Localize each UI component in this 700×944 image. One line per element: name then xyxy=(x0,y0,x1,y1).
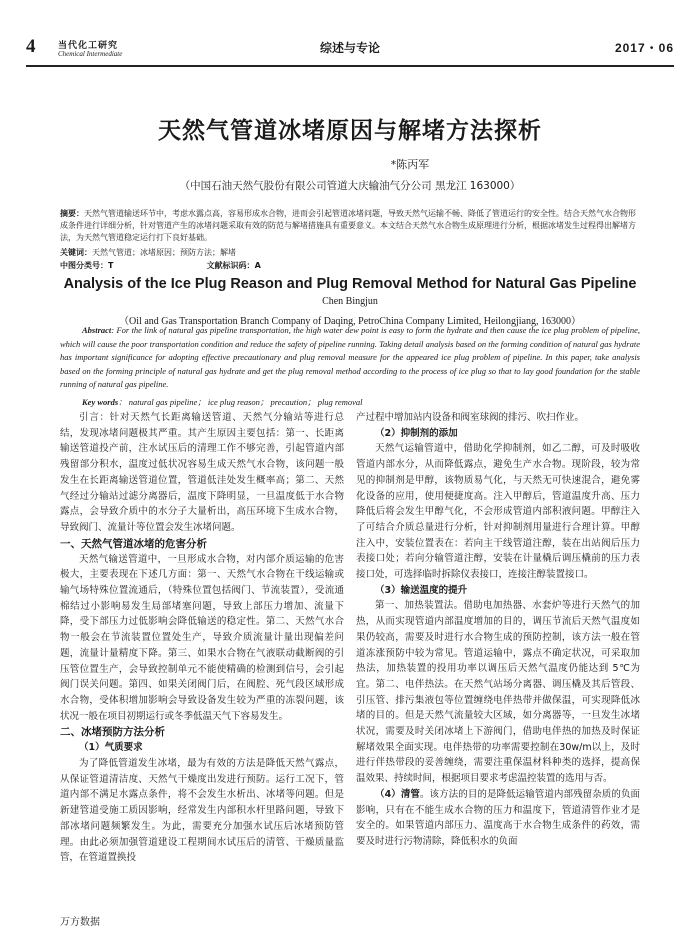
abstract-cn-label: 摘要： xyxy=(60,209,84,218)
body-column-right xyxy=(356,410,640,850)
pigging-text: 。该方法的目的是降低运输管道内部残留杂质的负面影响，只有在不能生成水合物的压力和温度下，管道清管作业才是安全的。如果管道内部压力、温度高于水合物生成条件的药效，需要及时进行污物清除，降低积水的负面 xyxy=(356,788,640,847)
abstract-en xyxy=(60,324,640,392)
page-number: 4 xyxy=(26,36,36,57)
header-divider xyxy=(26,65,674,67)
paper-title-en: Analysis of the Ice Plug Reason and Plug Removal Method for Natural Gas Pipeline xyxy=(63,276,637,292)
journal-name-cn: 当代化工研究 xyxy=(58,40,119,50)
gas-quality-paragraph: 为了降低管道发生冰堵，最为有效的方法是降低天然气露点，从保证管道清洁度、天然气干燥度出发进行预防。运行工况下，管道内部不满足水露点条件，将不会发生水析出、冰堵等问题。但是新建管道受施工质因影响，经常发生内部积水杆里路问题，导致下部冰堵问题频繁发生。为此，需要充分加强水试压后冰堵预防管理。由此必须加强管道建设工程期间水试压后的清管、干燥质量监管，在管道置换投 xyxy=(60,758,344,864)
body-column-left xyxy=(60,410,344,866)
journal-name-en: Chemical Intermediate xyxy=(58,50,123,58)
abstract-en-text: : For the link of natural gas pipeline transportation, the high water dew point is easy to form the hydrate and then cause the ice plug problem of pipeline, which will cause the poor transportation condition and reduce the safety of pipeline running. Taking detail analysis based on the forming condition of natural gas hydrate has important significance for adopting effective precautionary and plug removal measure for the appeared ice plug problem of pipeline. In this paper, take analysis based on the forming principle of natural gas hydrate and get the plug removal method according to the process of ice plug so that to lay good foundation for the stable running of natural gas pipeline. xyxy=(60,325,640,389)
pigging-paragraph xyxy=(356,787,640,850)
keywords-cn xyxy=(60,247,640,259)
subheading-temperature: （3）输送温度的提升 xyxy=(375,584,468,596)
keywords-cn-text: 天然气管道；冰堵原因；预防方法；解堵 xyxy=(92,248,236,257)
continuation-paragraph: 产过程中增加站内设备和阀室球阀的排污、吹扫作业。 xyxy=(356,412,585,423)
issue-label: 2017・06 xyxy=(614,41,674,55)
pigging-label: （4）清管 xyxy=(375,788,420,800)
clc-value: T xyxy=(108,261,114,270)
clc-label: 中图分类号： xyxy=(60,261,108,270)
keywords-cn-label: 关键词： xyxy=(60,248,92,257)
section-heading-2: 二、冰堵预防方法分析 xyxy=(60,726,165,739)
affiliation-cn: （中国石油天然气股份有限公司管道大庆输油气分公司 黑龙江 163000） xyxy=(179,180,521,192)
temperature-paragraph: 第一、加热装置法。借助电加热器、水套炉等进行天然气的加热，从而实现管道内部温度增加的目的，调压节流后天然气温度如果仍较高，需要及时进行水合物生成的预防控制，该方法一般在管道冻涨预防中较为常见。管道运输中，露点不确定状况，可采取加热法，加热装置的投用功率以调压后天然气温度仍能达到 5℃为宜。第二、电伴热法。在天然气站场分离器、调压橇及其后管段、引压管、排污集液包等位置缠绕电伴热带并做保温，可实现降低冰堵的目的。但是天然气流量较大区域，如分离器等，一旦发生冰堵状况，需要及时关闭冰堵上下游阀门，借助电伴热的加热及时保证解堵效果全面实现。电伴热带的功率需要控制在30w/m以上，及时进行伴热带段的妥善缠绕，需要注重保温材料种类的选择，提高保温效果、持续时间，根据项目要求考虑温控装置的选用与否。 xyxy=(356,600,640,785)
doc-code-label: 文献标识码： xyxy=(206,261,255,270)
author-en: Chen Bingjun xyxy=(322,296,378,307)
footer-watermark: 万方数据 xyxy=(60,917,100,928)
paper-title-cn: 天然气管道冰堵原因与解堵方法探析 xyxy=(158,118,542,144)
abstract-en-label: Abstract xyxy=(82,325,112,335)
affiliation-en: （Oil and Gas Transportation Branch Company of Daqing, PetroChina Company Limited, Heilongjiang, 163000） xyxy=(119,316,581,327)
abstract-cn xyxy=(60,208,640,244)
keywords-en-text: ： natural gas pipeline； ice plug reason； precaution； plug removal xyxy=(118,397,363,407)
section-heading-1: 一、天然气管道冰堵的危害分析 xyxy=(60,537,207,550)
subheading-inhibitor: （2）抑制剂的添加 xyxy=(375,427,458,439)
keywords-en-label: Key words xyxy=(82,397,119,407)
intro-paragraph: 引言：针对天然气长距离输送管道、天然气分输站等进行总结，发现冰堵问题极其严重。其产生原因主要包括：第一、长距离输送管道投产前，注水试压后的清理工作不够完善，引起管道内部残留部分积水，温度过低状况容易生成天然气水合物，该问题一般发生在长距离输送管道位置，管道低洼处发生概率高；第二、天然气经过分输站过滤分离器后，温度下降明显，一旦温度低于水合物露点，会导致介质中的水分子大量析出，高压环境下生成水合物，导致阀门、流量计等位置会发生冰堵问题。 xyxy=(60,412,344,533)
section-name: 综述与专论 xyxy=(319,41,380,55)
inhibitor-paragraph: 天然气运输管道中，借助化学抑制剂，如乙二醇，可及时吸收管道内部水分，从而降低露点，避免生产水合物。现阶段，较为常见的抑制剂是甲醇，该物质易气化，与天然无可快速混合，避免雾化设备的应用，使用便捷度高。注入甲醇后，管道温度升高、压力降低后将会发生甲醇气化，不会形成管道内部积液问题。甲醇注入了可结合介质总量进行分析，针对抑制剂用量进行合理计算。甲醇注入中，安装位置表在：若向主干线管道注醇，装在出站阀后压力表接口处；若向分输管道注醇，安装在计量橇后调压橇前的压力表接口处，可选择临时拆除仪表接口，连接注醇装置接口。 xyxy=(356,443,640,581)
keywords-en xyxy=(82,396,640,408)
author-cn: *陈丙军 xyxy=(390,158,430,171)
abstract-cn-text: 天然气管道输送环节中，考虑水露点高，容易形成水合物，进而会引起管道冰堵问题，导致天然气运输不畅、降低了管道运行的安全性。结合天然气水合物形成条件进行详细分析，针对管道产生的冰堵问题采取有效的防范与解堵措施具有重要意义。本文结合天然气水合物生成原理进行分析，根据冰堵发生过程得出解堵方法，为天然气管道稳定运行打下良好基础。 xyxy=(60,209,636,242)
subheading-gas-quality: （1）气质要求 xyxy=(79,742,143,754)
doc-code-value: A xyxy=(254,261,261,270)
section-1-paragraph: 天然气输送管道中，一旦形成水合物，对内部介质运输的危害极大，主要表现在下述几方面：第一、天然气水合物在干线运输或输气场特殊位置流通后，（特殊位置包括阀门、节流装置），受流通棉结过小影响易发生局部堵塞问题，导致上部压力增加、流量下降，受下部压力过低影响会降低输送的稳定性。第二、天然气水合物一般会在节流装置位置处生产，导致介质流量计量出现偏差问题，流量计量精度下降。第三、如果水合物在气液联动截断阀的引压管位置生产，会导致控制单元不能使精确的检测到信号，会引起阀门误关问题。第四、如果关闭阀门后，在阀腔、死气段区域形成水合物，受体积增加影响会导致设备发生较为严重的冻裂问题，该状况一般在项目初期运行或冬季低温天气下容易发生。 xyxy=(60,553,344,722)
page-header xyxy=(26,34,674,66)
classification xyxy=(60,260,640,272)
